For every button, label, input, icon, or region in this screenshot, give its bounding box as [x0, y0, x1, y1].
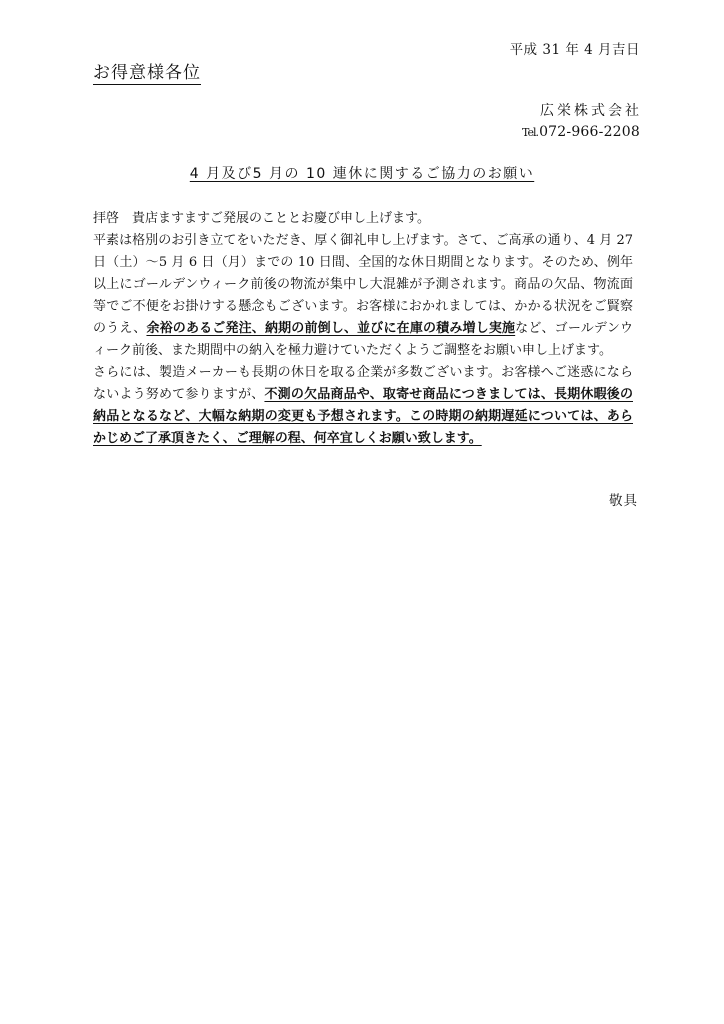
letter-title-text: 4 月及び5 月の 10 連休に関するご協力のお願い	[189, 166, 535, 182]
company-name: 広栄株式会社	[540, 103, 642, 119]
paragraph-1-text-a: 平素は格別のお引き立てをいただき、厚く御礼申し上げます。さて、ご高承の通り、4 月 27 日（土）～5 月 6 日（月）までの 10 日間、全国的な休日期間となります。そのため、例年以上にゴールデンウィーク前後の物流が集中し大混雑が予測されます。商品の欠品、物流面等でご不便をお掛けする懸念もございます。お客様におかれましては、かかる状況をご賢察のうえ、	[93, 233, 633, 336]
paragraph-2	[93, 362, 633, 450]
paragraph-1	[93, 230, 633, 362]
paragraph-1-text-b: など、ゴールデンウィーク前後、また期間中の納入を極力避けていただくようご調整をお願い申し上げます。	[93, 321, 633, 358]
letter-date: 平成 31 年 4 月吉日	[509, 42, 640, 58]
phone-prefix: Tel.	[522, 126, 539, 139]
paragraph-1-emphasis: 余裕のあるご発注、納期の前倒し、並びに在庫の積み増し実施	[146, 321, 516, 336]
recipient-salutation: お得意様各位	[93, 58, 201, 85]
paragraph-2-text-a: さらには、製造メーカーも長期の休日を取る企業が多数ございます。お客様へご迷惑にならないよう努めて参りますが、	[93, 365, 633, 402]
paragraph-2-emphasis: 不測の欠品商品や、取寄せ商品につきましては、長期休暇後の納品となるなど、大幅な納期の変更も予想されます。この時期の納期遅延については、あらかじめご了承頂きたく、ご理解の程、何卒宜しくお願い致します。	[93, 387, 633, 446]
phone-number: 072-966-2208	[539, 124, 640, 140]
closing-word: 敬具	[609, 493, 638, 509]
letter-title	[0, 163, 724, 183]
letter-body	[93, 208, 633, 450]
opening-greeting: 拝啓 貴店ますますご発展のこととお慶び申し上げます。	[93, 211, 430, 226]
company-phone	[522, 124, 640, 140]
